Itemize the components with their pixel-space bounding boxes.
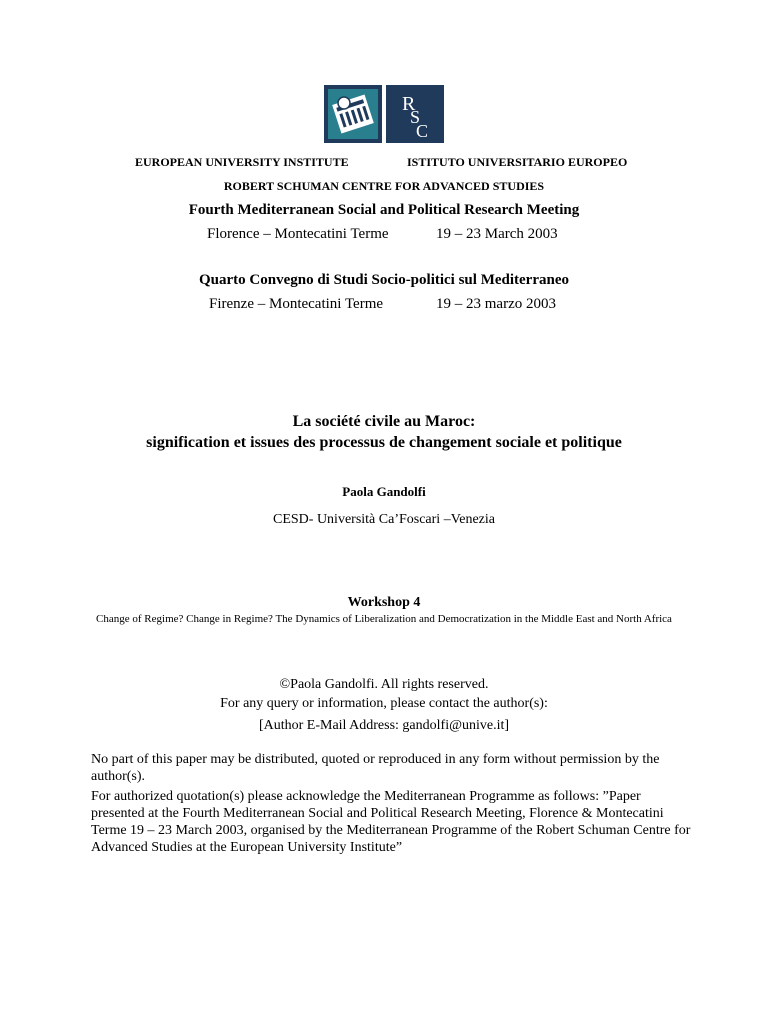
rsc-logo-r: R — [402, 93, 416, 115]
distribution-notice: No part of this paper may be distributed, quoted or reproduced in any form without permission by the author(s). — [91, 752, 660, 784]
eui-name-it: ISTITUTO UNIVERSITARIO EUROPEO — [407, 155, 628, 169]
rsc-logo-s: S — [410, 107, 421, 127]
paper-title-line1: La société civile au Maroc: — [292, 413, 476, 430]
meeting-title-it: Quarto Convegno di Studi Socio-politici sul Mediterraneo — [198, 272, 569, 288]
meeting-dates-it: 19 – 23 marzo 2003 — [436, 296, 556, 312]
meeting-title-en: Fourth Mediterranean Social and Political Research Meeting — [188, 202, 580, 218]
author-affiliation: CESD- Università Ca’Foscari –Venezia — [273, 512, 495, 527]
meeting-dates-en: 19 – 23 March 2003 — [436, 226, 558, 242]
paper-author: Paola Gandolfi — [342, 484, 426, 499]
rsc-logo — [386, 85, 444, 143]
logo-group — [324, 85, 444, 143]
eui-building-icon — [324, 85, 382, 143]
author-email: [Author E-Mail Address: gandolfi@unive.it] — [258, 718, 510, 733]
eui-name-en: EUROPEAN UNIVERSITY INSTITUTE — [135, 155, 349, 169]
quotation-notice: For authorized quotation(s) please acknowledge the Mediterranean Programme as follows: ”Paper presented at the Fourth Mediterranean Social and Political Research Meeting, Florence & Montecatini Terme 19 – 23 March 2003, organised by the Mediterranean Programme of the Robert Schuman Centre for Advanced Studies at the European University Institute” — [91, 789, 691, 855]
workshop-label: Workshop 4 — [347, 595, 421, 610]
paper-title-line2: signification et issues des processus de changement sociale et politique — [146, 434, 622, 451]
rsc-logo-c: C — [416, 121, 429, 141]
meeting-place-en: Florence – Montecatini Terme — [207, 226, 389, 242]
rsc-name: ROBERT SCHUMAN CENTRE FOR ADVANCED STUDIES — [223, 179, 545, 193]
meeting-place-it: Firenze – Montecatini Terme — [209, 296, 384, 312]
contact-prompt: For any query or information, please contact the author(s): — [220, 696, 548, 711]
copyright-notice: ©Paola Gandolfi. All rights reserved. — [279, 677, 489, 692]
workshop-description: Change of Regime? Change in Regime? The Dynamics of Liberalization and Democratization in the Middle East and North Africa — [96, 613, 672, 625]
